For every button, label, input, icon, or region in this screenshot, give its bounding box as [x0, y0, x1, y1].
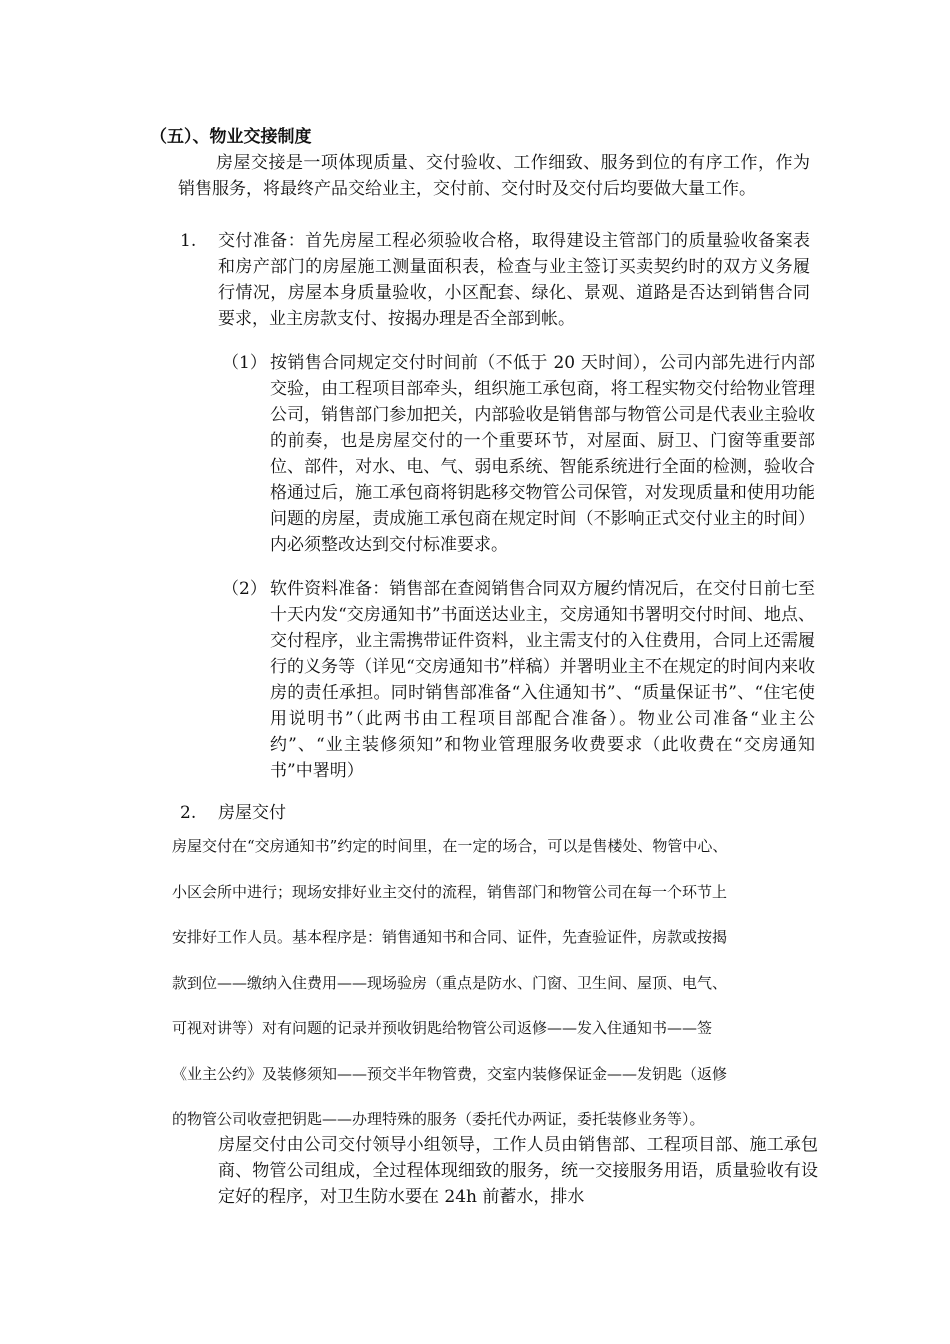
flow-line: 《业主公约》及装修须知——预交半年物管费，交室内装修保证金——发钥匙（返修 — [172, 1064, 728, 1083]
subitem-1-text: 按销售合同规定交付时间前（不低于 20 天时间），公司内部先进行内部交验，由工程项目部牵头，组织施工承包商，将工程实物交付给物业管理公司，销售部门参加把关，内部验收是销售部与物管公司是代表业主验收的前奏，也是房屋交付的一个重要环节，对屋面、厨卫、门窗等重要部位、部件，对水、电、气、弱电系统、智能系统进行全面的检测，验收合格通过后，施工承包商将钥匙移交物管公司保管，对发现质量和使用功能问题的房屋，责成施工承包商在规定时间（不影响正式交付业主的时间）内必须整改达到交付标准要求。 — [270, 353, 815, 555]
item-2-text: 房屋交付 — [218, 803, 286, 823]
flow-line: 可视对讲等）对有问题的记录并预收钥匙给物管公司返修——发入住通知书——签 — [172, 1019, 713, 1037]
item-1-text: 交付准备：首先房屋工程必须验收合格，取得建设主管部门的质量验收备案表和房产部门的房屋施工测量面积表，检查与业主签订买卖契约时的双方义务履行情况，房屋本身质量验收，小区配套、绿化、景观、道路是否达到销售合同要求，业主房款支付、按揭办理是否全部到帐。 — [218, 231, 810, 329]
flow-line: 房屋交付在“交房通知书”约定的时间里，在一定的场合，可以是售楼处、物管中心、 — [172, 837, 728, 855]
subitem-2-number: （2） — [222, 579, 267, 599]
flow-line: 款到位——缴纳入住费用——现场验房（重点是防水、门窗、卫生间、屋顶、电气、 — [172, 973, 728, 992]
intro-paragraph: 房屋交接是一项体现质量、交付验收、工作细致、服务到位的有序工作，作为销售服务，将最终产品交给业主，交付前、交付时及交付后均要做大量工作。 — [178, 153, 810, 199]
delivery-flow-paragraph — [172, 824, 822, 1143]
subitem-1-number: （1） — [222, 353, 267, 373]
flow-line: 安排好工作人员。基本程序是：销售通知书和合同、证件，先查验证件，房款或按揭 — [172, 928, 728, 946]
item-2-number: 2. — [180, 803, 197, 823]
subitem-2-text: 软件资料准备：销售部在查阅销售合同双方履约情况后，在交付日前七至十天内发“交房通知书”书面送达业主，交房通知书署明交付时间、地点、交付程序，业主需携带证件资料，业主需支付的入住费用，合同上还需履行的义务等（详见“交房通知书”样稿）并署明业主不在规定的时间内来收房的责任承担。同时销售部准备“入住通知书”、“质量保证书”、“住宅使用说明书”（此两书由工程项目部配合准备）。物业公司准备“业主公约”、“业主装修须知”和物业管理服务收费要求（此收费在“交房通知书”中署明） — [270, 579, 815, 781]
flow-line: 的物管公司收壹把钥匙——办理特殊的服务（委托代办两证，委托装修业务等）。 — [172, 1110, 705, 1128]
section-heading: （五）、物业交接制度 — [150, 127, 312, 147]
flow-line: 小区会所中进行；现场安排好业主交付的流程，销售部门和物管公司在每一个环节上 — [172, 882, 728, 901]
item-1-number: 1. — [180, 231, 197, 251]
closing-paragraph: 房屋交付由公司交付领导小组领导，工作人员由销售部、工程项目部、施工承包商、物管公司组成，全过程体现细致的服务，统一交接服务用语，质量验收有设定好的程序，对卫生防水要在 24h 前蓄水，排水 — [218, 1135, 818, 1207]
